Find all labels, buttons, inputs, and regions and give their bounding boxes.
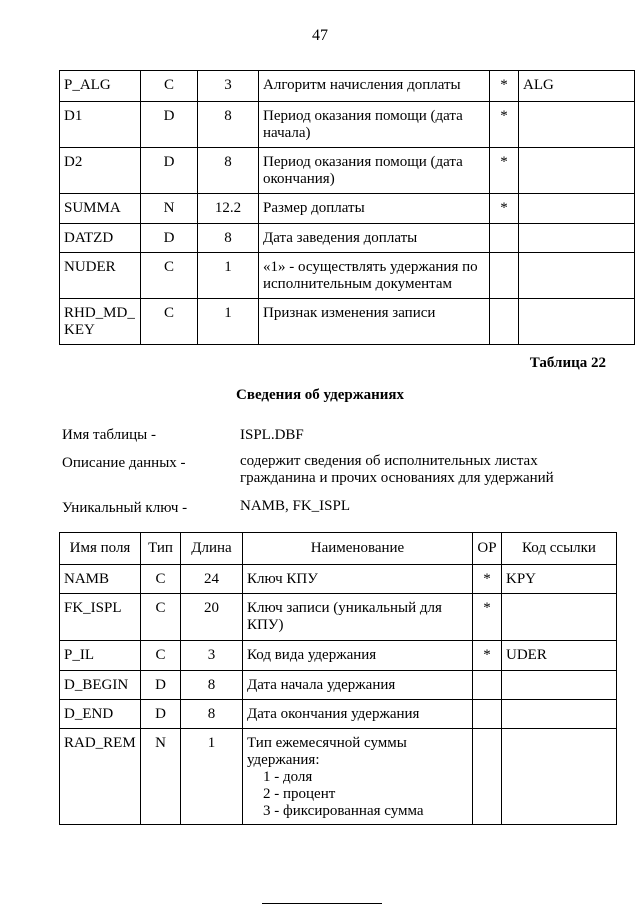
field-op: * (490, 148, 519, 194)
table-row (60, 224, 635, 253)
field-description: Признак изменения записи (259, 299, 490, 345)
header-type: Тип (141, 533, 181, 565)
table-row (60, 565, 617, 594)
field-length: 12.2 (198, 194, 259, 224)
field-op (490, 299, 519, 345)
header-length: Длина (181, 533, 243, 565)
table-row (60, 299, 635, 345)
table-row (60, 148, 635, 194)
field-op (490, 253, 519, 299)
field-description: Код вида удержания (243, 641, 473, 671)
field-ref (519, 224, 635, 253)
field-length: 8 (181, 671, 243, 700)
field-ref (502, 594, 617, 641)
field-length: 1 (181, 729, 243, 825)
unique-key-label: Уникальный ключ - (62, 500, 188, 516)
page-bottom-rule (262, 903, 382, 904)
field-length: 1 (198, 253, 259, 299)
field-ref (519, 102, 635, 148)
field-ref (519, 194, 635, 224)
field-type: D (141, 671, 181, 700)
field-description: «1» - осуществлять удержания по исполнительным документам (259, 253, 490, 299)
top-fields-table (59, 70, 635, 345)
table-row (60, 641, 617, 671)
field-length: 20 (181, 594, 243, 641)
field-type: D (141, 102, 198, 148)
field-type: C (141, 71, 198, 102)
field-op: * (490, 194, 519, 224)
field-type: D (141, 148, 198, 194)
field-description: Период оказания помощи (дата начала) (259, 102, 490, 148)
field-name: NAMB (60, 565, 141, 594)
field-length: 8 (198, 224, 259, 253)
field-op: * (473, 565, 502, 594)
field-name: D_END (60, 700, 141, 729)
field-ref (519, 299, 635, 345)
field-type: D (141, 700, 181, 729)
field-op (473, 700, 502, 729)
unique-key-value: NAMB, FK_ISPL (240, 498, 351, 514)
table-name-label: Имя таблицы - (62, 427, 156, 443)
field-type: D (141, 224, 198, 253)
option-item: 2 - процент (263, 786, 336, 802)
table-header-row (60, 533, 617, 565)
header-ref: Код ссылки (502, 533, 617, 565)
field-length: 8 (198, 102, 259, 148)
field-ref (502, 671, 617, 700)
field-name: SUMMA (60, 194, 141, 224)
field-ref (502, 700, 617, 729)
field-op (490, 224, 519, 253)
field-description (243, 729, 473, 825)
field-type: N (141, 194, 198, 224)
field-description: Период оказания помощи (дата окончания) (259, 148, 490, 194)
field-name: P_IL (60, 641, 141, 671)
field-type: C (141, 594, 181, 641)
ispl-fields-table (59, 532, 617, 825)
field-description: Алгоритм начисления доплаты (259, 71, 490, 102)
field-type: C (141, 299, 198, 345)
table-row (60, 194, 635, 224)
table-row (60, 729, 617, 825)
field-op: * (473, 641, 502, 671)
table-caption: Таблица 22 (529, 355, 606, 371)
option-item: 1 - доля (263, 769, 313, 785)
field-length: 3 (198, 71, 259, 102)
field-name: NUDER (60, 253, 141, 299)
field-description: Дата окончания удержания (243, 700, 473, 729)
field-description: Дата заведения доплаты (259, 224, 490, 253)
field-name: D1 (60, 102, 141, 148)
table-row (60, 700, 617, 729)
field-ref (502, 729, 617, 825)
field-name: DATZD (60, 224, 141, 253)
description-head: Тип ежемесячной суммы удержания: (247, 735, 407, 768)
field-type: C (141, 565, 181, 594)
field-length: 3 (181, 641, 243, 671)
field-length: 8 (198, 148, 259, 194)
field-ref (519, 148, 635, 194)
header-op: ОР (473, 533, 502, 565)
description-value: содержит сведения об исполнительных листах гражданина и прочих основаниях для удержаний (240, 453, 554, 486)
header-field-name: Имя поля (60, 533, 141, 565)
field-name: FK_ISPL (60, 594, 141, 641)
field-length: 8 (181, 700, 243, 729)
field-op: * (490, 71, 519, 102)
field-ref: UDER (502, 641, 617, 671)
table-row (60, 671, 617, 700)
table-row (60, 71, 635, 102)
field-description: Дата начала удержания (243, 671, 473, 700)
field-length: 1 (198, 299, 259, 345)
field-type: C (141, 641, 181, 671)
field-op: * (490, 102, 519, 148)
field-op (473, 729, 502, 825)
table-row (60, 253, 635, 299)
field-name: P_ALG (60, 71, 141, 102)
description-label: Описание данных - (62, 455, 186, 471)
field-description: Ключ КПУ (243, 565, 473, 594)
field-ref: ALG (519, 71, 635, 102)
field-name: RAD_REM (60, 729, 141, 825)
field-op (473, 671, 502, 700)
field-description: Размер доплаты (259, 194, 490, 224)
option-item: 3 - фиксированная сумма (263, 803, 424, 819)
field-name: D2 (60, 148, 141, 194)
table-row (60, 594, 617, 641)
field-length: 24 (181, 565, 243, 594)
table-name-value: ISPL.DBF (240, 427, 304, 443)
field-name: RHD_MD_ KEY (60, 299, 141, 345)
table-title: Сведения об удержаниях (236, 387, 404, 403)
page-number: 47 (312, 27, 328, 44)
table-row (60, 102, 635, 148)
field-type: N (141, 729, 181, 825)
header-description: Наименование (243, 533, 473, 565)
field-type: C (141, 253, 198, 299)
field-name: D_BEGIN (60, 671, 141, 700)
field-op: * (473, 594, 502, 641)
field-ref (519, 253, 635, 299)
field-description: Ключ записи (уникальный для КПУ) (243, 594, 473, 641)
field-ref: KPY (502, 565, 617, 594)
